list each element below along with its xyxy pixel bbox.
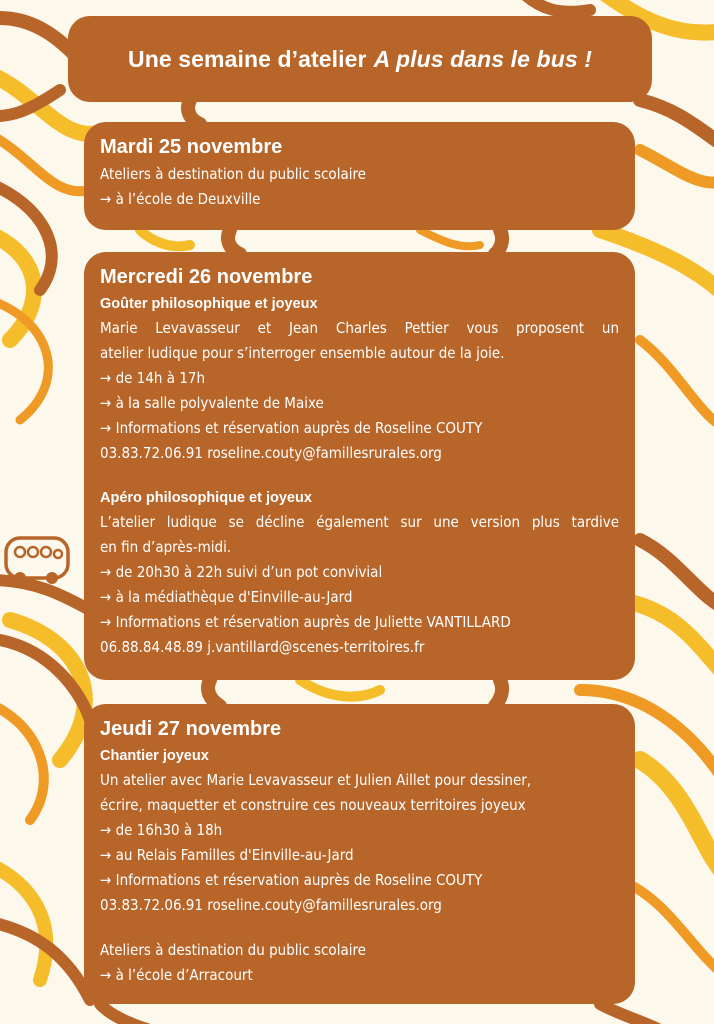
- gouter-time: → de 14h à 17h: [100, 369, 206, 387]
- gouter-desc-1: Marie Levavasseur et Jean Charles Pettier vous proposent un: [100, 319, 619, 337]
- title-main: Une semaine d’atelier: [128, 45, 367, 72]
- apero-time: → de 20h30 à 22h suivi d’un pot convivial: [100, 563, 383, 581]
- apero-desc-2: en fin d’après-midi.: [100, 538, 232, 556]
- chantier-place: → au Relais Familles d'Einville-au-Jard: [100, 846, 354, 864]
- gouter-place: → à la salle polyvalente de Maixe: [100, 394, 324, 412]
- chantier-info: → Informations et réservation auprès de Roseline COUTY: [100, 871, 483, 889]
- apero-contact: 06.88.84.48.89 j.vantillard@scenes-territoires.fr: [100, 638, 425, 656]
- tuesday-heading: Mardi 25 novembre: [100, 136, 283, 158]
- title-banner: [68, 16, 652, 102]
- thursday-card: [84, 704, 635, 1004]
- gouter-desc-2: atelier ludique pour s’interroger ensemble autour de la joie.: [100, 344, 505, 362]
- thursday-school-2: → à l’école d’Arracourt: [100, 966, 253, 984]
- chantier-title: Chantier joyeux: [100, 748, 209, 764]
- apero-title: Apéro philosophique et joyeux: [100, 490, 312, 506]
- thursday-heading: Jeudi 27 novembre: [100, 718, 282, 740]
- apero-place: → à la médiathèque d'Einville-au-Jard: [100, 588, 353, 606]
- tuesday-line-2: → à l’école de Deuxville: [100, 190, 261, 208]
- thursday-school-1: Ateliers à destination du public scolaire: [100, 941, 366, 959]
- wednesday-card: [84, 252, 635, 680]
- chantier-desc-2: écrire, maquetter et construire ces nouveaux territoires joyeux: [100, 796, 526, 814]
- chantier-time: → de 16h30 à 18h: [100, 821, 223, 839]
- gouter-info: → Informations et réservation auprès de Roseline COUTY: [100, 419, 483, 437]
- apero-info: → Informations et réservation auprès de Juliette VANTILLARD: [100, 613, 511, 631]
- tuesday-line-1: Ateliers à destination du public scolaire: [100, 165, 366, 183]
- chantier-contact: 03.83.72.06.91 roseline.couty@famillesrurales.org: [100, 896, 442, 914]
- wednesday-heading: Mercredi 26 novembre: [100, 266, 313, 288]
- bus-icon: [6, 538, 68, 584]
- gouter-title: Goûter philosophique et joyeux: [100, 296, 318, 312]
- chantier-desc-1: Un atelier avec Marie Levavasseur et Julien Aillet pour dessiner,: [100, 771, 532, 789]
- gouter-contact: 03.83.72.06.91 roseline.couty@famillesrurales.org: [100, 444, 442, 462]
- title-emphasis: A plus dans le bus !: [373, 45, 592, 72]
- tuesday-card: [84, 122, 635, 230]
- apero-desc-1: L’atelier ludique se décline également sur une version plus tardive: [100, 513, 619, 531]
